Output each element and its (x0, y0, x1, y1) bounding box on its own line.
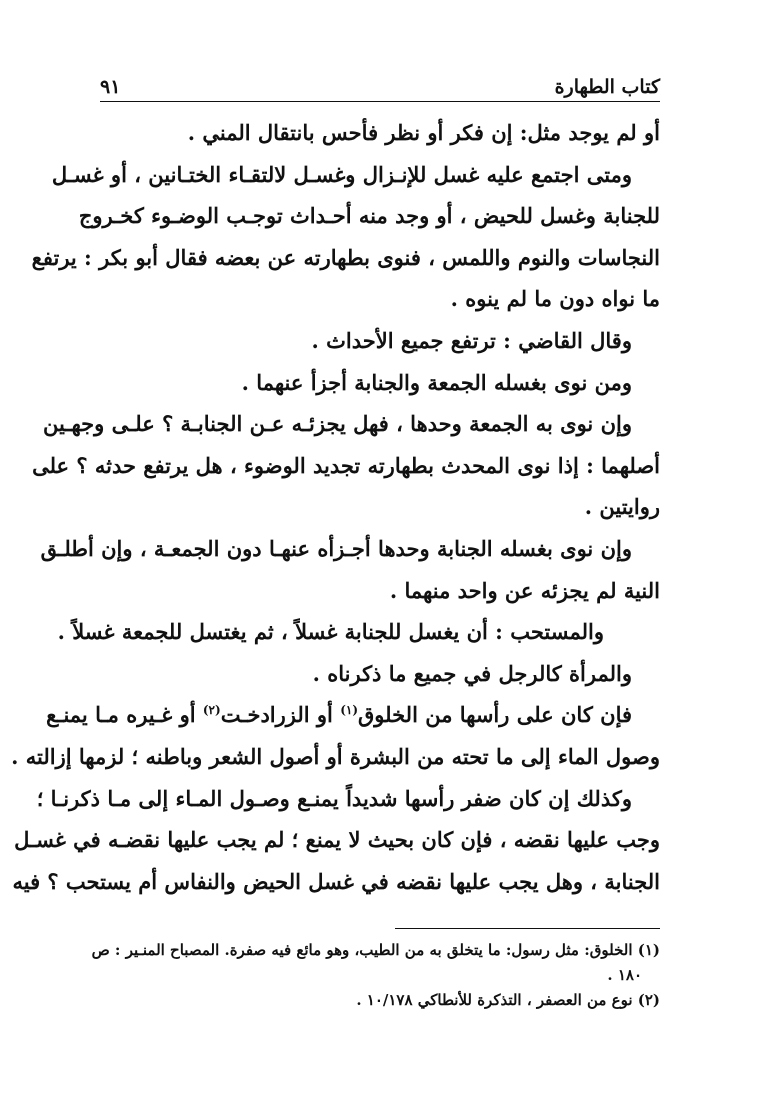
text-line: للجنابة وغسل للحيض ، أو وجد منه أحـداث توجـب الوضـوء كخـروج (78, 203, 660, 229)
footnote-2: (٢) نوع من العصفر ، التذكرة للأنطاكي ١٠/١٧٨ . (356, 991, 660, 1009)
footnote-ref-1: (١) (340, 703, 359, 718)
text-line: وقال القاضي : ترتفع جميع الأحداث . (311, 327, 632, 353)
text-line: والمرأة كالرجل في جميع ما ذكرناه . (312, 660, 632, 686)
text-line: والمستحب : أن يغسل للجنابة غسلاً ، ثم يغتسل للجمعة غسلاً . (57, 619, 604, 645)
text-segment: أو غـيره مـا يمنـع (46, 702, 203, 728)
text-line: النجاسات والنوم واللمس ، فنوى بطهارته عن بعضه فقال أبو بكر : يرتفع (31, 244, 660, 270)
footnote-divider (395, 928, 660, 929)
text-line: وإن نوى بغسله الجنابة وحدها أجـزأه عنهـا دون الجمعـة ، وإن أطلـق (40, 535, 632, 561)
footnotes (91, 938, 660, 1013)
text-line: ما نواه دون ما لم ينوه . (450, 286, 660, 312)
text-line: النية لم يجزئه عن واحد منهما . (389, 577, 660, 603)
text-line: أصلهما : إذا نوى المحدث بطهارته تجديد الوضوء ، هل يرتفع حدثه ؟ على (32, 452, 660, 478)
text-line: أو لم يوجد مثل: إن فكر أو نظر فأحس بانتقال المني . (187, 120, 660, 145)
text-line: روايتين . (584, 494, 660, 520)
text-line: الجنابة ، وهل يجب عليها نقضه في غسل الحيض والنفاس أم يستحب ؟ فيه (12, 868, 660, 894)
text-segment: فإن كان على رأسها من الخلوق (358, 702, 632, 728)
text-line: وصول الماء إلى ما تحته من البشرة أو أصول الشعر وباطنه ؛ لزمها إزالته . (11, 743, 660, 769)
text-line: ومتى اجتمع عليه غسل للإنـزال وغسـل لالتقـاء الختـانين ، أو غسـل (51, 161, 632, 187)
text-segment: أو الزرادخـت (220, 702, 341, 728)
text-line-with-notes (46, 694, 660, 736)
header-divider (100, 101, 660, 102)
text-line: وجب عليها نقضه ، فإن كان بحيث لا يمنع ؛ لم يجب عليها نقضـه في غسـل (14, 827, 660, 853)
footnote-1: (١) الخلوق: مثل رسول: ما يتخلق به من الطيب، وهو مائع فيه صفرة. المصباح المنـير : ص (91, 941, 660, 959)
running-header (100, 62, 660, 98)
text-line: وإن نوى به الجمعة وحدها ، فهل يجزئـه عـن الجنابـة ؟ علـى وجهـين (43, 411, 632, 437)
main-text (11, 112, 660, 902)
text-line: ومن نوى بغسله الجمعة والجنابة أجزأ عنهما . (241, 369, 632, 395)
page-number: ٩١ (100, 76, 121, 98)
footnote-ref-2: (٢) (202, 703, 221, 718)
footnote-1-continuation: ١٨٠ . (607, 966, 642, 984)
chapter-title: كتاب الطهارة (554, 76, 660, 98)
text-line: وكذلك إن كان ضفر رأسها شديداً يمنـع وصـول المـاء إلى مـا ذكرنـا ؛ (36, 785, 632, 811)
